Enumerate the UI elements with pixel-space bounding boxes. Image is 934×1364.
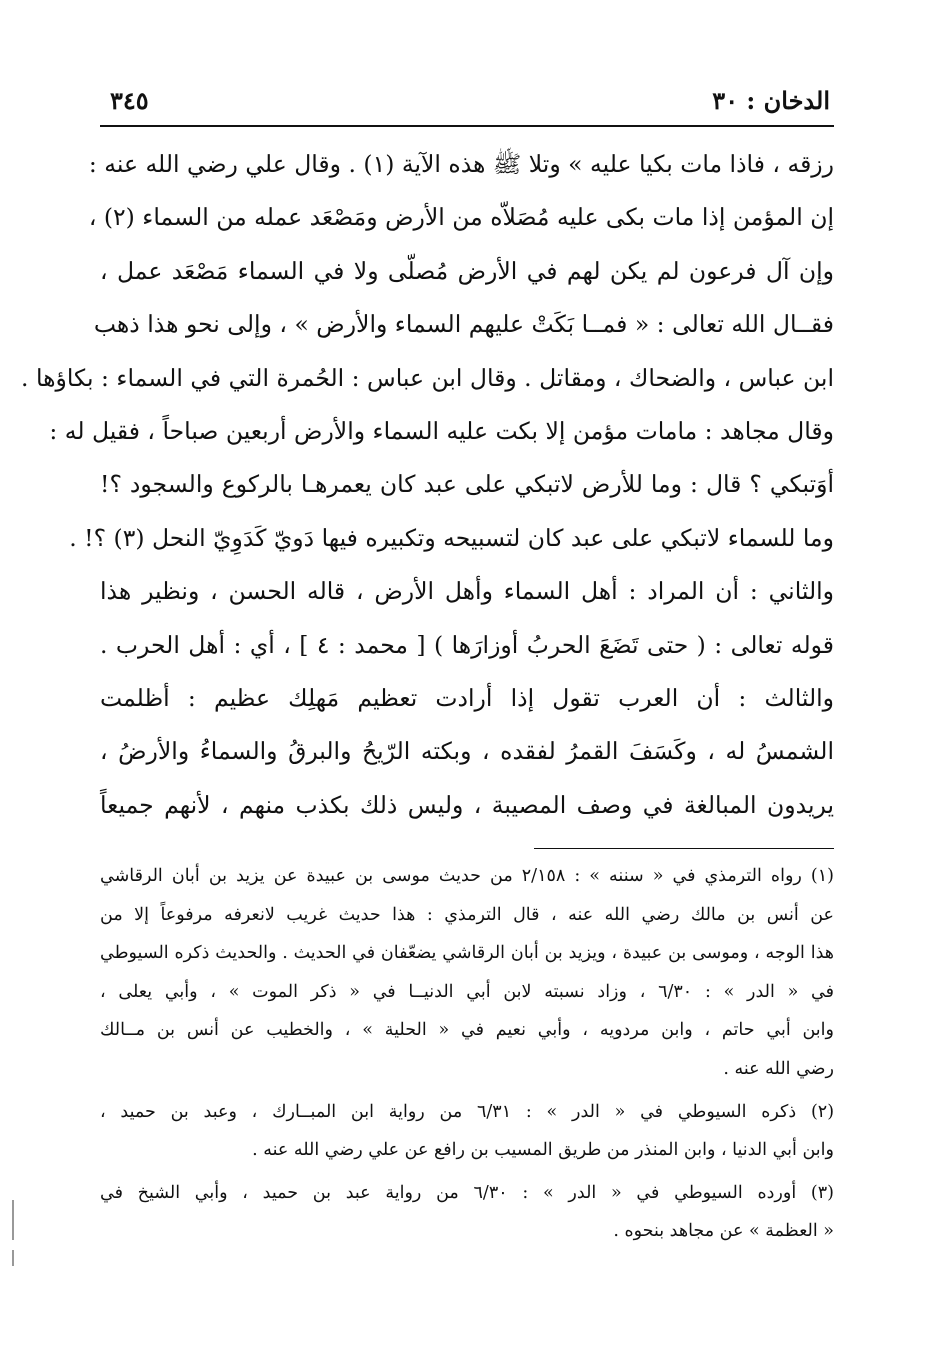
page-header — [110, 80, 830, 120]
footnote-line: (٢) ذكره السيوطي في « الدر » : ٦/٣١ من رواية ابن المبــارك ، وعبد بن حميد ، — [100, 1101, 835, 1122]
text-line: والثاني : أن المراد : أهل السماء وأهل الأرض ، قاله الحسن ، ونظير هذا — [100, 577, 834, 606]
scan-margin-mark — [12, 1200, 14, 1240]
footnote-2 — [100, 1093, 834, 1170]
footnote-line: (٣) أورده السيوطي في « الدر » : ٦/٣٠ من رواية عبد بن حميد ، وأبي الشيخ في — [100, 1182, 834, 1203]
footnotes — [100, 857, 834, 1251]
header-rule — [100, 125, 834, 127]
text-line: وقال مجاهد : مامات مؤمن إلا بكت عليه السماء والأرض أربعين صباحاً ، فقيل له : — [49, 416, 834, 445]
running-title: الدخان : ٣٠ — [712, 85, 830, 115]
main-text — [21, 138, 834, 832]
text-line: فقــال الله تعالى : « فمــا بَكَتْ عليهم السماء والأرض » ، وإلى نحو هذا ذهب — [93, 310, 834, 339]
footnote-line: رضي الله عنه . — [723, 1058, 834, 1079]
text-line: وما للسماء لاتبكي على عبد كان لتسبيحه وتكبيره فيها دَويّ كَدَوِيّ النحل (٣) ؟! . — [69, 523, 834, 552]
scan-margin-mark — [12, 1250, 14, 1266]
footnote-line: في « الدر » : ٦/٣٠ ، وزاد نسبته لابن أبي الدنيــا في « ذكر الموت » ، وأبي يعلى ، — [100, 981, 834, 1002]
text-line: ابن عباس ، والضحاك ، ومقاتل . وقال ابن عباس : الحُمرة التي في السماء : بكاؤها . — [21, 363, 834, 392]
text-line: أوَتبكي ؟ قال : وما للأرض لاتبكي على عبد كان يعمرهـا بالركوع والسجود ؟! — [100, 470, 834, 499]
text-line: الشمسُ له ، وكَسَفَ القمرُ لفقده ، وبكته الرّيحُ والبرقُ والسماءُ والأرضُ ، — [100, 737, 834, 766]
footnote-separator — [534, 848, 834, 849]
text-line: قوله تعالى : ( حتى تَضَعَ الحربُ أوزارَها ) [ محمد : ٤ ] ، أي : أهل الحرب . — [100, 630, 834, 659]
text-line: والثالث : أن العرب تقول إذا أرادت تعظيم مَهلِك عظيم : أظلمت — [100, 683, 834, 712]
footnote-1 — [100, 857, 834, 1089]
text-line: رزقه ، فاذا مات بكيا عليه » وتلا ﷺ هذه الآية (١) . وقال علي رضي الله عنه : — [88, 150, 834, 178]
text-line: وإن آل فرعون لم يكن لهم في الأرض مُصلّى ولا في السماء مَصْعَد عمل ، — [100, 256, 834, 285]
footnote-3 — [100, 1174, 834, 1251]
footnote-line: هذا الوجه ، وموسى بن عبيدة ، ويزيد بن أبان الرقاشي يضعّفان في الحديث . والحديث ذكره السيوطي — [100, 943, 834, 964]
footnote-line: وابن أبي الدنيا ، وابن المنذر من طريق المسيب بن رافع عن علي رضي الله عنه . — [252, 1140, 834, 1161]
footnote-line: (١) رواه الترمذي في « سننه » : ٢/١٥٨ من حديث موسى بن عبيدة عن يزيد بن أبان الرقاشي — [100, 866, 834, 886]
footnote-line: وابن أبي حاتم ، وابن مردويه ، وأبي نعيم في « الحلية » ، والخطيب عن أنس بن مــالك — [100, 1020, 834, 1041]
text-line: إن المؤمن إذا مات بكى عليه مُصَلاّه من الأرض ومَصْعَد عمله من السماء (٢) ، — [88, 203, 834, 232]
footnote-line: « العظمة » عن مجاهد بنحوه . — [613, 1221, 834, 1242]
footnote-line: عن أنس بن مالك رضي الله عنه ، قال الترمذي : هذا حديث غريب لانعرفه مرفوعاً إلا من — [100, 904, 834, 925]
text-line: يريدون المبالغة في وصف المصيبة ، وليس ذلك بكذب منهم ، لأنهم جميعاً — [100, 790, 834, 819]
page-number: ٣٤٥ — [110, 85, 149, 115]
